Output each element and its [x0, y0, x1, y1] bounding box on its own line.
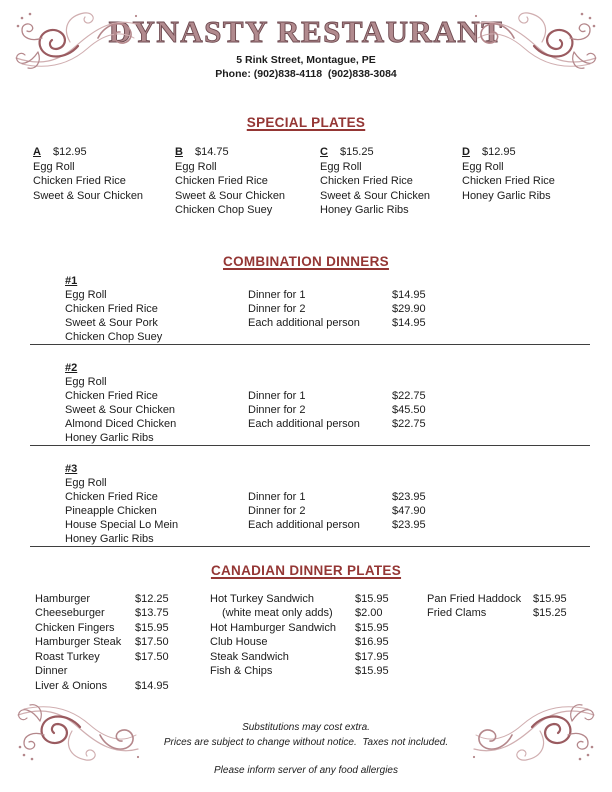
menu-line — [35, 650, 210, 679]
plate-item: Chicken Chop Suey — [175, 204, 273, 216]
combo-price-label: Each additional person — [248, 417, 360, 430]
dish-name: Fish & Chips — [210, 665, 273, 677]
menu-line — [210, 606, 427, 621]
combo-row — [65, 288, 590, 302]
special-plates-heading: SPECIAL PLATES — [246, 115, 366, 130]
combo-set-3 — [65, 462, 590, 546]
plate-item: Egg Roll — [320, 160, 362, 173]
combo-price: $47.90 — [392, 504, 426, 517]
combo-item: Chicken Fried Rice — [65, 302, 158, 315]
menu-line — [35, 635, 210, 650]
menu-line — [35, 679, 210, 694]
plate-item: Sweet & Sour Chicken — [175, 189, 286, 202]
footer-note-substitutions: Substitutions may cost extra. — [242, 722, 370, 733]
dish-name: Roast Turkey Dinner — [35, 650, 100, 677]
dish-name: Hot Hamburger Sandwich — [210, 621, 336, 634]
flourish-ornament-top-right — [472, 8, 600, 78]
combo-item: Sweet & Sour Chicken — [65, 403, 176, 416]
plate-price: $12.95 — [52, 146, 87, 158]
menu-line — [427, 606, 612, 621]
combo-price — [392, 375, 590, 389]
combo-row — [65, 431, 590, 445]
plate-price: $15.25 — [339, 146, 374, 158]
dish-name: Chicken Fingers — [35, 621, 115, 634]
footer-allergy-notice: Please inform server of any food allergies — [214, 765, 398, 776]
dish-price: $15.25 — [533, 607, 567, 619]
combo-number: #3 — [65, 462, 78, 475]
combo-item: Pineapple Chicken — [65, 504, 157, 517]
menu-line — [210, 621, 427, 636]
dish-price: $17.50 — [135, 636, 169, 648]
special-plates-columns — [33, 145, 612, 218]
plate-price: $12.95 — [481, 146, 516, 158]
menu-line — [210, 592, 427, 607]
combo-price-label: Each additional person — [248, 518, 360, 531]
combo-price-label — [248, 375, 392, 389]
combo-price-label: Each additional person — [248, 316, 360, 329]
dish-name: Steak Sandwich — [210, 650, 289, 663]
plate-header — [33, 145, 175, 160]
combo-item: Honey Garlic Ribs — [65, 532, 154, 545]
combo-price-label — [248, 431, 392, 445]
combo-price: $22.75 — [392, 417, 426, 430]
plate-item: Egg Roll — [175, 160, 217, 173]
dish-price: $15.95 — [355, 665, 389, 677]
plate-letter: C — [320, 146, 328, 158]
menu-line — [35, 606, 210, 621]
combo-item: Honey Garlic Ribs — [65, 431, 154, 444]
dish-name: Fried Clams — [427, 607, 487, 619]
combo-item: House Special Lo Mein — [65, 518, 179, 531]
combo-price — [392, 532, 590, 546]
plate-header — [175, 145, 320, 160]
menu-line — [35, 621, 210, 636]
canadian-column-3 — [427, 592, 612, 694]
dish-name: Hamburger — [35, 592, 91, 605]
plate-item: Sweet & Sour Chicken — [320, 189, 431, 202]
combo-price-label: Dinner for 2 — [248, 403, 306, 416]
dish-price: $15.95 — [355, 621, 389, 634]
dish-price: $15.95 — [533, 592, 567, 605]
combo-number: #1 — [65, 274, 78, 287]
combo-price — [392, 476, 590, 490]
combo-row — [65, 389, 590, 403]
restaurant-address: 5 Rink Street, Montague, PE — [236, 54, 376, 66]
menu-line — [427, 592, 612, 607]
combo-price-label: Dinner for 1 — [248, 288, 306, 301]
combo-item: Sweet & Sour Pork — [65, 316, 158, 329]
plate-letter: D — [462, 146, 470, 158]
combo-row — [65, 302, 590, 316]
plate-header — [462, 145, 612, 160]
combo-price-label: Dinner for 1 — [248, 389, 306, 402]
special-plate-column-c — [320, 145, 462, 218]
plate-item: Egg Roll — [33, 160, 75, 173]
combo-row — [65, 375, 590, 389]
plate-price: $14.75 — [194, 146, 229, 158]
combo-price-label: Dinner for 2 — [248, 302, 306, 315]
canadian-column-2 — [210, 592, 427, 694]
combo-price: $45.50 — [392, 403, 426, 416]
combo-row — [65, 417, 590, 431]
combo-price-label — [248, 330, 392, 344]
plate-item: Chicken Fried Rice — [462, 175, 555, 187]
plate-item: Chicken Fried Rice — [320, 175, 413, 187]
combo-price — [392, 431, 590, 445]
combo-price: $29.90 — [392, 302, 426, 315]
flourish-ornament-top-left — [12, 8, 140, 78]
footer-notes — [0, 720, 612, 778]
plate-item: Egg Roll — [462, 160, 504, 173]
plate-item: Chicken Fried Rice — [33, 175, 126, 187]
dish-name: (white meat only adds) — [222, 607, 333, 619]
dish-price: $13.75 — [135, 607, 169, 619]
menu-line — [210, 635, 427, 650]
combo-price-label — [248, 532, 392, 546]
section-divider — [30, 445, 590, 446]
combo-item: Chicken Fried Rice — [65, 389, 158, 402]
dish-price: $16.95 — [355, 636, 389, 648]
combo-row — [65, 490, 590, 504]
menu-line — [35, 592, 210, 607]
dish-price: $14.95 — [135, 679, 169, 692]
plate-item: Chicken Fried Rice — [175, 175, 268, 187]
combo-price-label: Dinner for 1 — [248, 490, 306, 503]
special-plate-column-a — [33, 145, 175, 218]
combo-set-1 — [65, 274, 590, 344]
dish-price: $17.95 — [355, 650, 389, 663]
combo-row — [65, 316, 590, 330]
combo-price: $23.95 — [392, 518, 426, 531]
combo-item: Chicken Fried Rice — [65, 490, 158, 503]
dish-price: $15.95 — [355, 592, 389, 605]
canadian-dinner-plates-heading: CANADIAN DINNER PLATES — [210, 562, 402, 578]
combo-item: Egg Roll — [65, 375, 107, 388]
combo-price-label — [248, 476, 392, 490]
combo-row — [65, 476, 590, 490]
dish-price: $15.95 — [135, 621, 169, 634]
special-plate-column-b — [175, 145, 320, 218]
combo-item: Egg Roll — [65, 476, 107, 489]
combo-price: $14.95 — [392, 316, 426, 329]
dish-name: Cheeseburger — [35, 607, 105, 619]
combo-price — [392, 330, 590, 344]
combination-dinners-heading: COMBINATION DINNERS — [223, 253, 389, 269]
combo-item: Chicken Chop Suey — [65, 330, 163, 343]
plate-letter: A — [33, 146, 41, 158]
combo-price: $22.75 — [392, 389, 426, 402]
section-divider — [30, 546, 590, 547]
combo-price-label: Dinner for 2 — [248, 504, 306, 517]
dish-name: Hamburger Steak — [35, 636, 122, 648]
combo-row — [65, 330, 590, 344]
canadian-dinner-columns — [35, 592, 612, 694]
combo-row — [65, 518, 590, 532]
plate-letter: B — [175, 146, 183, 158]
combo-price: $23.95 — [392, 490, 426, 503]
dish-name: Pan Fried Haddock — [427, 592, 522, 605]
plate-item: Honey Garlic Ribs — [462, 189, 551, 202]
restaurant-title: DYNASTY RESTAURANT — [108, 14, 504, 49]
dish-price: $12.25 — [135, 592, 169, 605]
section-divider — [30, 344, 590, 345]
combo-row — [65, 504, 590, 518]
dish-price: $17.50 — [135, 650, 169, 663]
plate-item: Honey Garlic Ribs — [320, 204, 409, 216]
combo-row — [65, 532, 590, 546]
combo-item: Egg Roll — [65, 288, 107, 301]
special-plate-column-d — [462, 145, 612, 218]
combo-price: $14.95 — [392, 288, 426, 301]
restaurant-phone: Phone: (902)838-4118 (902)838-3084 — [215, 68, 397, 80]
dish-name: Club House — [210, 636, 268, 648]
plate-header — [320, 145, 462, 160]
canadian-column-1 — [35, 592, 210, 694]
menu-line — [210, 664, 427, 679]
dish-name: Hot Turkey Sandwich — [210, 592, 314, 605]
plate-item: Sweet & Sour Chicken — [33, 189, 144, 202]
dish-price: $2.00 — [355, 607, 383, 619]
combo-row — [65, 403, 590, 417]
dish-name: Liver & Onions — [35, 679, 108, 692]
combo-set-2 — [65, 361, 590, 445]
footer-note-prices: Prices are subject to change without notice. Taxes not included. — [163, 737, 449, 748]
menu-line — [210, 650, 427, 665]
combo-number: #2 — [65, 361, 78, 374]
combo-item: Almond Diced Chicken — [65, 417, 177, 430]
